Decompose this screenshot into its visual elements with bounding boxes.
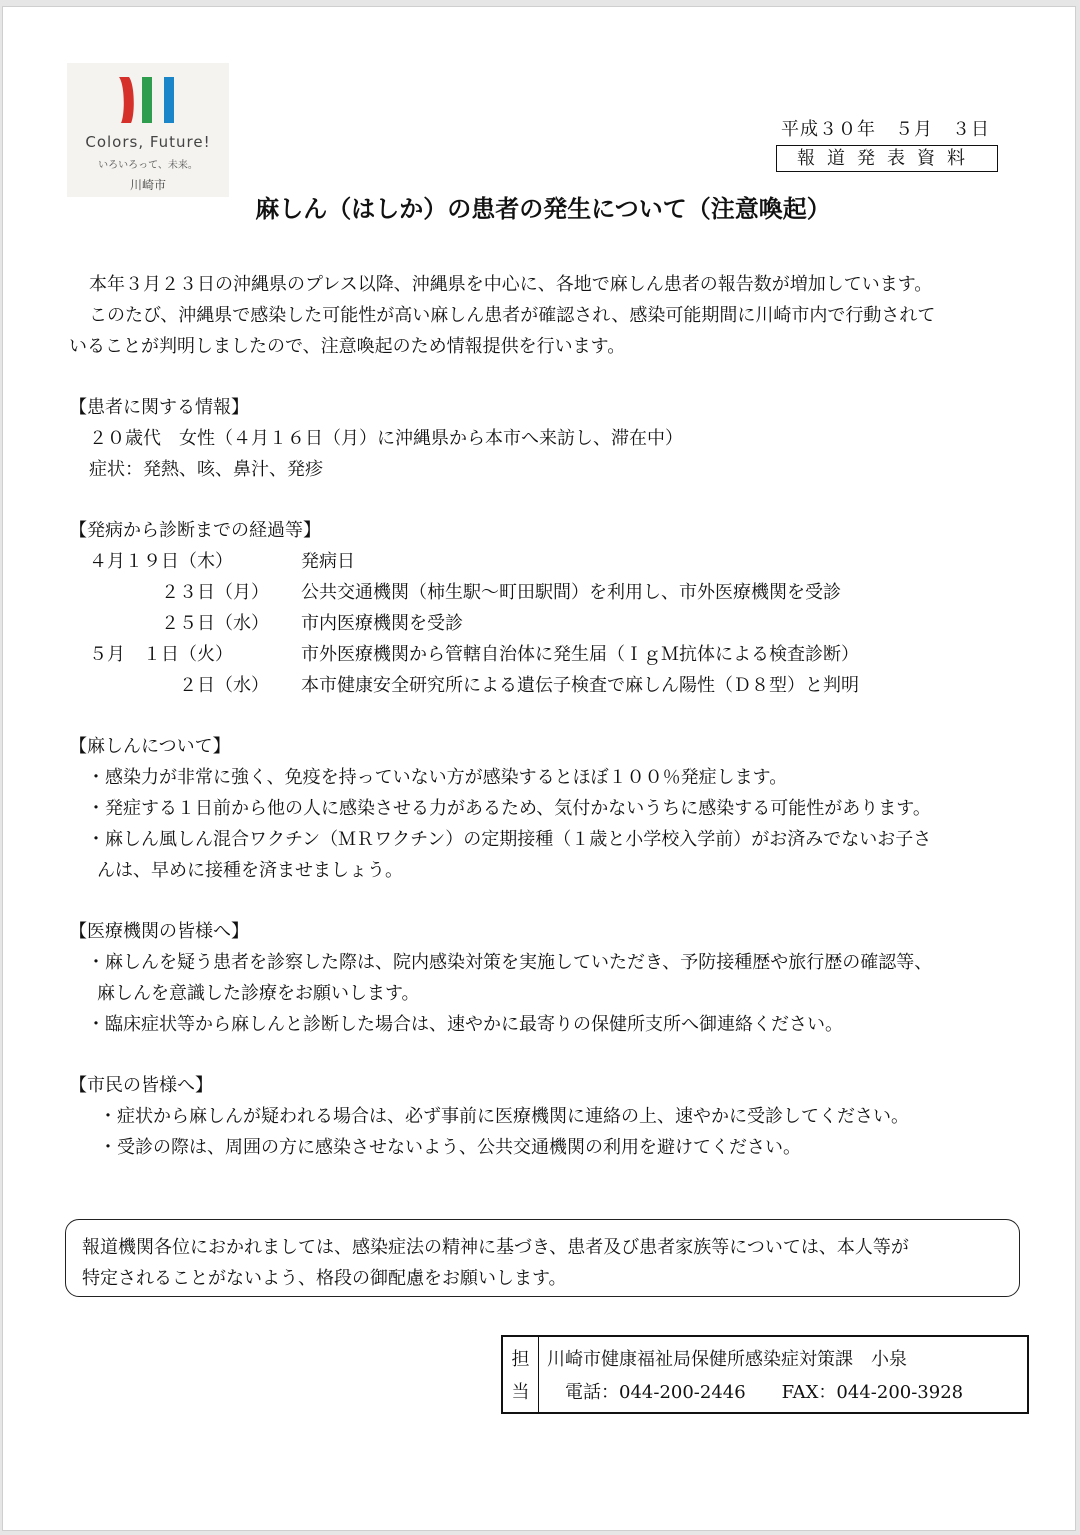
medical-item: ・麻しんを疑う患者を診察した際は、院内感染対策を実施していただき、予防接種歴や旅行歴の確認等、	[87, 952, 933, 973]
timeline-row	[69, 608, 1029, 639]
patient-line: 症状：発熱、咳、鼻汁、発疹	[89, 459, 323, 480]
citizens-item: ・症状から麻しんが疑われる場合は、必ず事前に医療機関に連絡の上、速やかに受診してください。	[99, 1106, 909, 1127]
contact-phone-fax: 電話：044-200-2446 FAX：044-200-3928	[565, 1382, 964, 1403]
timeline-row	[69, 577, 1029, 608]
page-title: 麻しん（はしか）の患者の発生について（注意喚起）	[255, 195, 831, 223]
medical-item-continued: 麻しんを意識した診療をお願いします。	[97, 983, 420, 1004]
medical-item: ・臨床症状等から麻しんと診断した場合は、速やかに最寄りの保健所支所へ御連絡ください。	[87, 1014, 843, 1035]
timeline-event: 本市健康安全研究所による遺伝子検査で麻しん陽性（Ｄ８型）と判明	[301, 675, 859, 696]
about-item-continued: んは、早めに接種を済ませましょう。	[97, 860, 403, 881]
notice-line: 特定されることがないよう、格段の御配慮をお願いします。	[82, 1268, 567, 1289]
press-release-label: 報道発表資料	[776, 145, 998, 172]
timeline-date: ４月１９日（木）	[89, 551, 233, 572]
citizens-item: ・受診の際は、周囲の方に感染させないよう、公共交通機関の利用を避けてください。	[99, 1137, 801, 1158]
timeline-row	[69, 546, 1029, 577]
timeline-date: ２日（水）	[179, 675, 269, 696]
logo-tagline: いろいろって、未来。	[98, 160, 198, 171]
document-page	[2, 6, 1076, 1531]
timeline-event: 公共交通機関（柿生駅～町田駅間）を利用し、市外医療機関を受診	[301, 582, 841, 603]
city-logo	[67, 63, 229, 197]
timeline-list	[69, 546, 1029, 701]
timeline-date: ５月 １日（火）	[89, 644, 233, 665]
contact-info	[539, 1337, 963, 1412]
section-heading-citizens: 【市民の皆様へ】	[69, 1075, 213, 1096]
timeline-row	[69, 670, 1029, 701]
section-heading-patient: 【患者に関する情報】	[69, 397, 249, 418]
media-notice-box	[65, 1219, 1020, 1297]
contact-box	[501, 1335, 1029, 1414]
logo-stripes-icon	[117, 75, 181, 125]
about-item: ・発症する１日前から他の人に感染させる力があるため、気付かないうちに感染する可能性があります。	[87, 798, 931, 819]
section-heading-timeline: 【発病から診断までの経過等】	[69, 520, 321, 541]
logo-city-name: 川崎市	[129, 178, 166, 192]
contact-label: 担 当	[503, 1337, 539, 1412]
timeline-event: 市外医療機関から管轄自治体に発生届（ＩｇＭ抗体による検査診断）	[301, 644, 859, 665]
about-item: ・感染力が非常に強く、免疫を持っていない方が感染するとほぼ１００％発症します。	[87, 767, 788, 788]
intro-line: いることが判明しましたので、注意喚起のため情報提供を行います。	[69, 336, 626, 357]
timeline-row	[69, 639, 1029, 670]
timeline-date: ２５日（水）	[161, 613, 269, 634]
notice-line: 報道機関各位におかれましては、感染症法の精神に基づき、患者及び患者家族等については、本人等が	[82, 1237, 909, 1258]
intro-line: このたび、沖縄県で感染した可能性が高い麻しん患者が確認され、感染可能期間に川崎市内で行動されて	[89, 305, 936, 326]
document-body	[69, 269, 1029, 1163]
release-date: 平成３０年 ５月 ３日	[781, 119, 990, 140]
timeline-event: 市内医療機関を受診	[301, 613, 463, 634]
about-item: ・麻しん風しん混合ワクチン（ＭＲワクチン）の定期接種（１歳と小学校入学前）がお済みでないお子さ	[87, 829, 932, 850]
patient-line: ２０歳代 女性（４月１６日（月）に沖縄県から本市へ来訪し、滞在中）	[89, 428, 683, 449]
timeline-date: ２３日（月）	[161, 582, 269, 603]
contact-department: 川崎市健康福祉局保健所感染症対策課 小泉	[547, 1349, 907, 1370]
logo-brand-text: Colors, Future!	[85, 133, 211, 151]
section-heading-about: 【麻しんについて】	[69, 736, 231, 757]
section-heading-medical: 【医療機関の皆様へ】	[69, 921, 249, 942]
intro-line: 本年３月２３日の沖縄県のプレス以降、沖縄県を中心に、各地で麻しん患者の報告数が増加しています。	[89, 274, 933, 295]
timeline-event: 発病日	[301, 551, 355, 572]
